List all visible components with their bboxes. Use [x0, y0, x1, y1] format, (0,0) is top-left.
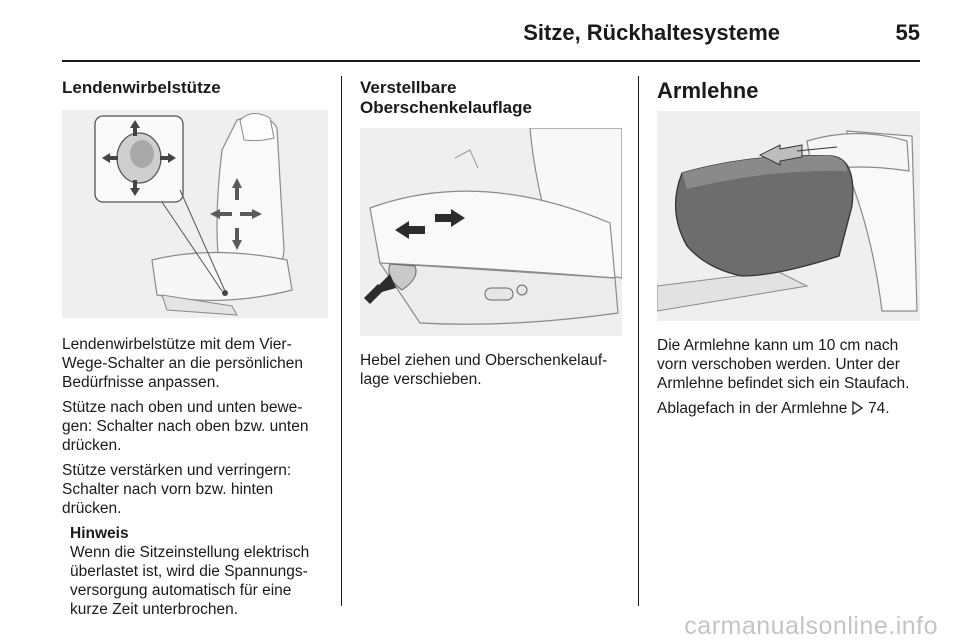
column-divider-2 [638, 76, 639, 606]
section-heading: Lendenwirbelstütze [62, 78, 221, 97]
header-divider [62, 60, 920, 62]
lumbar-support-illustration [62, 110, 328, 318]
armrest-illustration [657, 111, 920, 321]
section-lumbar-support [62, 78, 328, 98]
reference-page: 74. [868, 400, 890, 417]
paragraph: Lendenwirbelstütze mit dem Vier-Wege-Schalter an die persönlichen Bedürfnisse anpassen. [62, 336, 303, 391]
section-heading: Armlehne [657, 78, 759, 103]
thigh-support-illustration [360, 128, 622, 336]
section-thigh-support [360, 78, 622, 118]
page-reference-icon [852, 401, 864, 420]
thigh-seat-drawing [360, 128, 622, 336]
paragraph: Stütze nach oben und unten bewe-gen: Schalter nach oben bzw. unten drücken. [62, 399, 309, 454]
reference-text: Ablagefach in der Armlehne [657, 400, 848, 417]
armrest-drawing [657, 111, 920, 321]
section-heading-line2: Oberschenkelauflage [360, 98, 532, 117]
section-heading-line1: Verstellbare [360, 78, 457, 97]
lumbar-instructions [62, 335, 328, 619]
column-divider-1 [341, 76, 342, 606]
paragraph: Hebel ziehen und Oberschenkelauf-lage verschieben. [360, 352, 608, 388]
cross-reference[interactable] [657, 399, 920, 420]
note-text: Wenn die Sitzeinstellung elektrisch überlastet ist, wird die Spannungs-versorgung automatisch für eine kurze Zeit unterbrochen. [70, 544, 310, 618]
note-title: Hinweis [70, 525, 129, 542]
armrest-instructions [657, 336, 920, 426]
watermark: carmanualsonline.info [684, 612, 938, 640]
thigh-instructions [360, 351, 622, 395]
header-title: Sitze, Rückhaltesysteme [523, 20, 780, 45]
section-armrest [657, 78, 920, 104]
paragraph: Stütze verstärken und verringern: Schalter nach vorn bzw. hinten drücken. [62, 462, 292, 517]
lumbar-seat-drawing [62, 110, 328, 318]
paragraph: Die Armlehne kann um 10 cm nach vorn verschoben werden. Unter der Armlehne befindet sich ein Staufach. [657, 337, 910, 392]
note-box [70, 524, 328, 619]
page-number: 55 [895, 20, 920, 45]
